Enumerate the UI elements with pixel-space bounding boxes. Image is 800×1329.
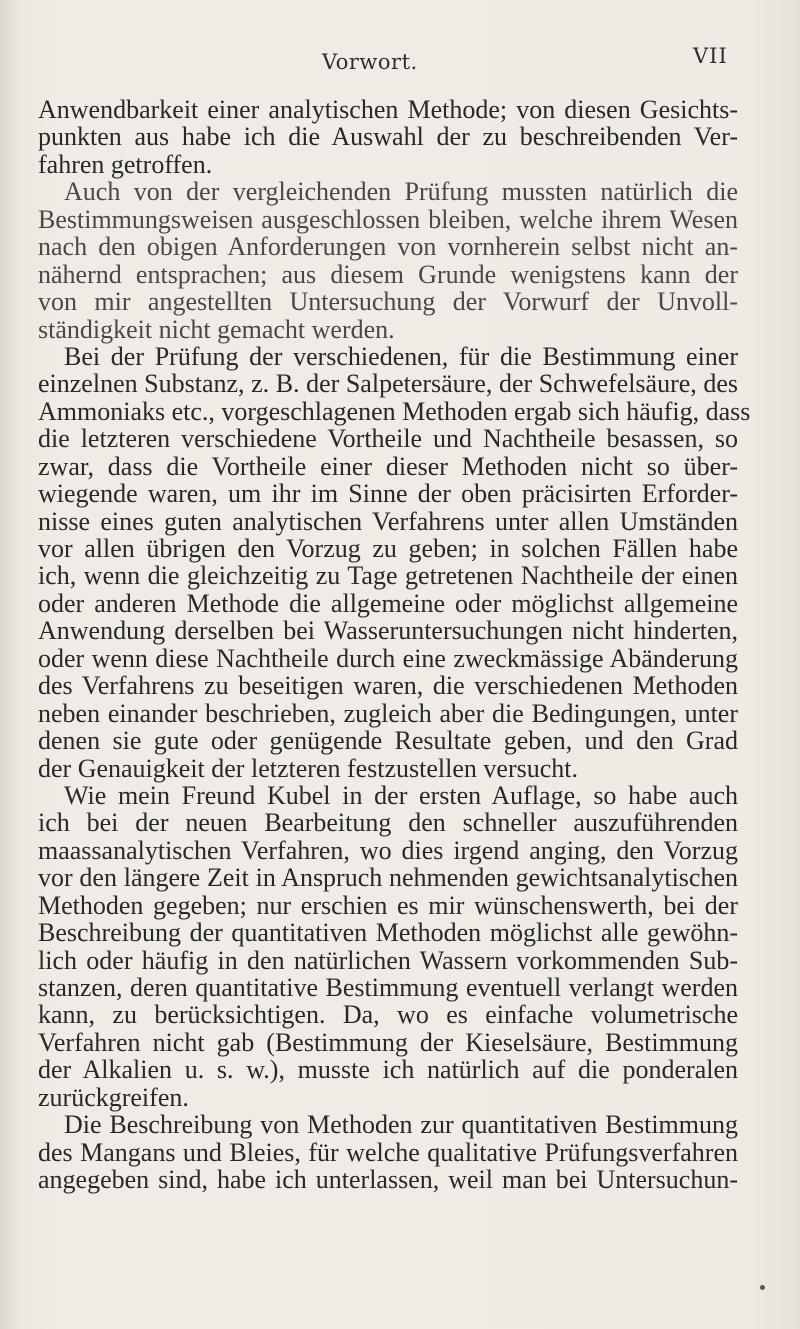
text-line: der Alkalien u. s. w.), musste ich natürlich auf die ponderalen (38, 1055, 738, 1085)
text-line: nisse eines guten analytischen Verfahrens unter allen Umständen (38, 506, 738, 536)
text-line: neben einander beschrieben, zugleich aber die Bedingungen, unter (38, 698, 738, 728)
body-text (38, 95, 751, 1195)
text-line: vor allen übrigen den Vorzug zu geben; in solchen Fällen habe (38, 534, 738, 563)
page-number: VII (693, 44, 728, 68)
text-line: nähernd entsprachen; aus diesem Grunde wenigstens kann der (38, 259, 738, 289)
text-line: oder anderen Methode die allgemeine oder möglichst allgemeine (38, 588, 738, 618)
text-line: Wie mein Freund Kubel in der ersten Auflage, so habe auch (64, 780, 738, 810)
text-line: angegeben sind, habe ich unterlassen, weil man bei Untersuchun- (38, 1165, 738, 1195)
paragraph-1 (38, 96, 738, 178)
text-line: Die Beschreibung von Methoden zur quantitativen Bestimmung (64, 1110, 738, 1140)
text-line: ich bei der neuen Bearbeitung den schneller auszuführenden (38, 808, 738, 838)
text-line: kann, zu berücksichtigen. Da, wo es einfache volumetrische (38, 1000, 738, 1030)
paragraph-2 (38, 178, 738, 343)
text-line: die letzteren verschiedene Vortheile und Nachtheile besassen, so (38, 424, 738, 454)
paper-speck (760, 1285, 765, 1290)
text-line: von mir angestellten Untersuchung der Vorwurf der Unvoll- (38, 287, 738, 317)
text-line: Bei der Prüfung der verschiedenen, für die Bestimmung einer (64, 341, 738, 371)
text-line: zwar, dass die Vortheile einer dieser Methoden nicht so über- (38, 451, 738, 481)
text-line: ständigkeit nicht gemacht werden. (38, 314, 395, 344)
running-head (0, 44, 800, 80)
text-line: fahren getroffen. (38, 149, 213, 179)
text-line: Beschreibung der quantitativen Methoden möglichst alle gewöhn- (38, 918, 738, 948)
text-line: stanzen, deren quantitative Bestimmung eventuell verlangt werden (38, 973, 738, 1002)
text-line: Auch von der vergleichenden Prüfung mussten natürlich die (64, 177, 738, 207)
paragraph-5 (38, 1111, 738, 1193)
text-line: der Genauigkeit der letzteren festzustellen versucht. (38, 753, 578, 783)
text-line: Anwendbarkeit einer analytischen Methode; von diesen Gesichts- (38, 95, 738, 124)
text-line: des Verfahrens zu beseitigen waren, die verschiedenen Methoden (38, 671, 738, 701)
text-line: Anwendung derselben bei Wasseruntersuchungen nicht hinderten, (38, 616, 738, 646)
text-line: Verfahren nicht gab (Bestimmung der Kieselsäure, Bestimmung (38, 1027, 738, 1057)
text-line: einzelnen Substanz, z. B. der Salpetersäure, der Schwefelsäure, des (38, 369, 738, 399)
text-line: oder wenn diese Nachtheile durch eine zweckmässige Abänderung (38, 643, 738, 673)
text-line: nach den obigen Anforderungen von vornherein selbst nicht an- (38, 232, 738, 262)
text-line: punkten aus habe ich die Auswahl der zu beschreibenden Ver- (38, 122, 738, 152)
text-line: denen sie gute oder genügende Resultate geben, und den Grad (38, 726, 738, 756)
text-line: Ammoniaks etc., vorgeschlagenen Methoden ergab sich häufig, dass (38, 396, 751, 426)
text-line: ich, wenn die gleichzeitig zu Tage getretenen Nachtheile der einen (38, 561, 738, 591)
paragraph-3 (38, 341, 751, 783)
text-line: vor den längere Zeit in Anspruch nehmenden gewichtsanalytischen (38, 863, 738, 893)
text-line: des Mangans und Bleies, für welche qualitative Prüfungsverfahren (38, 1137, 738, 1167)
text-line: lich oder häufig in den natürlichen Wassern vorkommenden Sub- (38, 945, 738, 975)
text-line: Bestimmungsweisen ausgeschlossen bleiben, welche ihrem Wesen (38, 204, 738, 234)
text-line: maassanalytischen Verfahren, wo dies irgend anging, den Vorzug (38, 835, 738, 865)
text-line: zurückgreifen. (38, 1082, 189, 1112)
text-line: Methoden gegeben; nur erschien es mir wünschenswerth, bei der (38, 890, 738, 920)
text-line: wiegende waren, um ihr im Sinne der oben präcisirten Erforder- (38, 479, 738, 509)
running-head-title: Vorwort. (322, 50, 418, 74)
paragraph-4 (38, 782, 738, 1111)
